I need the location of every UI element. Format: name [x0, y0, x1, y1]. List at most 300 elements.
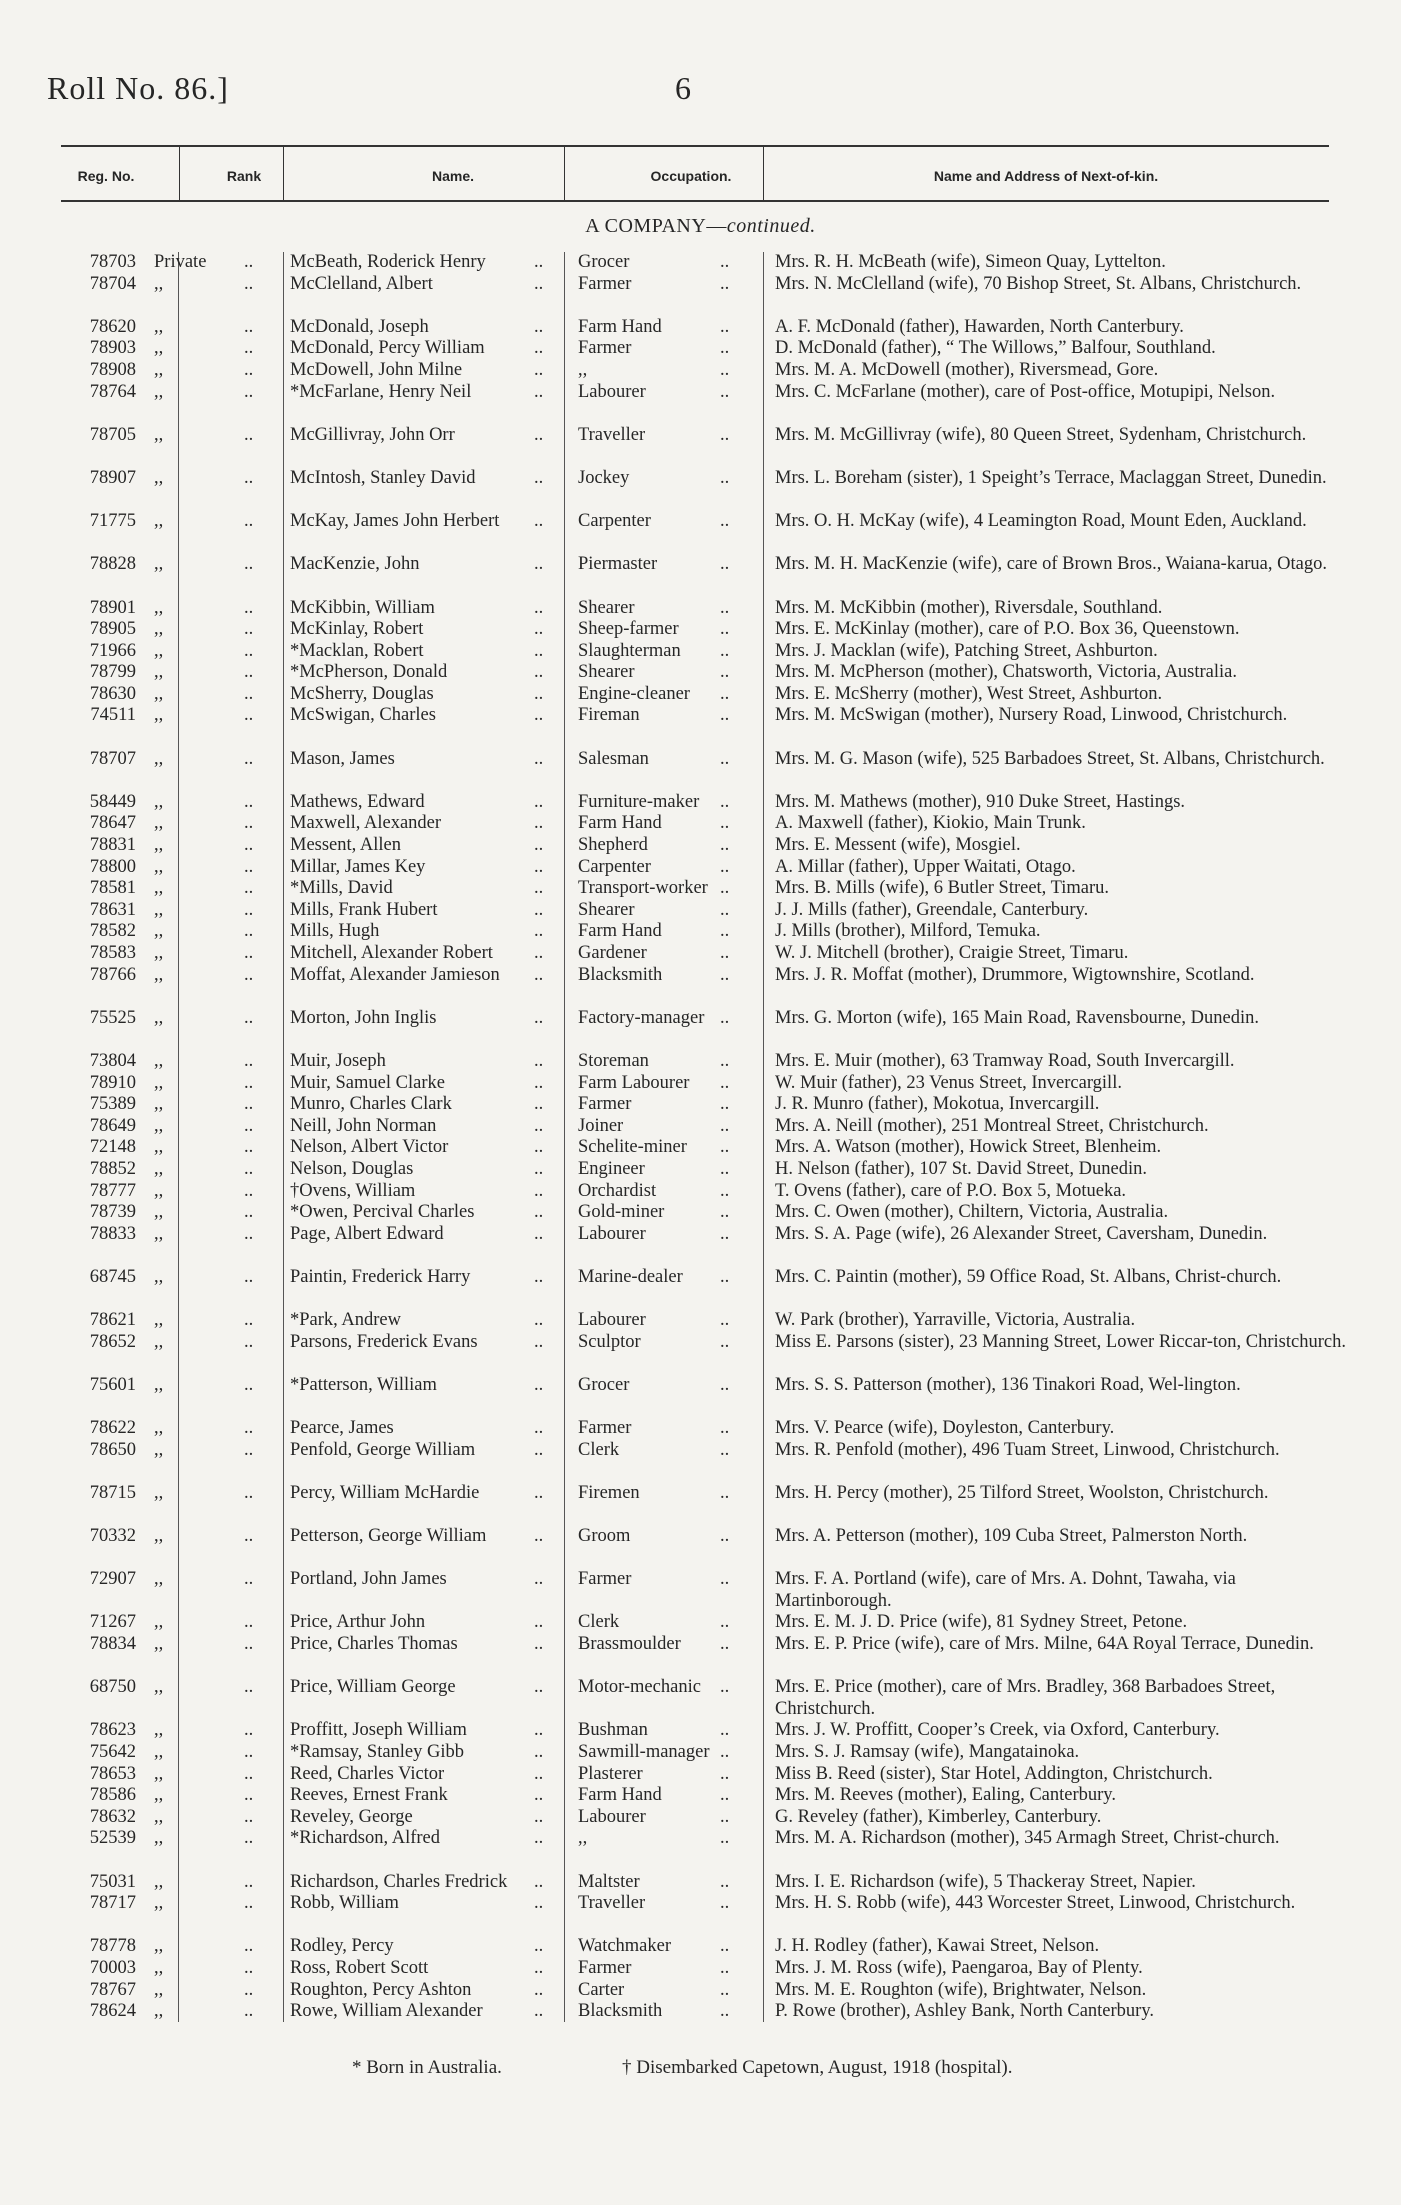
occupation-cell: Farmer: [578, 1418, 632, 1439]
reg-no-cell: 78903: [89, 338, 136, 359]
reg-no-cell: 78778: [89, 1936, 136, 1957]
leader-dots: ..: [534, 1137, 544, 1158]
leader-dots: ..: [720, 899, 730, 920]
reg-no-cell: 78623: [89, 1720, 136, 1741]
name-cell: *Owen, Percival Charles: [290, 1202, 475, 1223]
rank-cell: ,,: [154, 1331, 164, 1352]
leader-dots: ..: [534, 878, 544, 899]
rank-cell: ,,: [154, 1007, 164, 1028]
table-row: [0, 1440, 1401, 1483]
next-of-kin-cell: Mrs. L. Boreham (sister), 1 Speight’s Terrace, Maclaggan Street, Dunedin.: [775, 467, 1327, 488]
leader-dots: ..: [720, 1137, 730, 1158]
footnote-born-australia: * Born in Australia.: [352, 2057, 502, 2078]
rank-cell: ,,: [154, 856, 164, 877]
reg-no-cell: 78620: [89, 316, 136, 337]
leader-dots: ..: [244, 554, 254, 575]
leader-dots: ..: [534, 273, 544, 294]
name-cell: *Patterson, William: [290, 1374, 437, 1395]
leader-dots: ..: [534, 381, 544, 402]
footnote-disembarked: † Disembarked Capetown, August, 1918 (hospital).: [622, 2057, 1013, 2078]
table-row: [0, 1051, 1401, 1073]
leader-dots: ..: [720, 705, 730, 726]
table-row: [0, 857, 1401, 879]
rank-cell: ,,: [154, 705, 164, 726]
next-of-kin-cell: Mrs. G. Morton (wife), 165 Main Road, Ravensbourne, Dunedin.: [775, 1007, 1260, 1028]
next-of-kin-cell: Mrs. M. E. Roughton (wife), Brightwater, Nelson.: [775, 1979, 1147, 2000]
reg-no-cell: 78632: [89, 1806, 136, 1827]
leader-dots: ..: [244, 597, 254, 618]
table-row: [0, 1418, 1401, 1440]
leader-dots: ..: [720, 964, 730, 985]
col-header-rank: Rank: [226, 168, 262, 184]
rank-cell: ,,: [154, 1072, 164, 1093]
leader-dots: ..: [244, 1137, 254, 1158]
leader-dots: ..: [244, 683, 254, 704]
reg-no-cell: 78910: [89, 1072, 136, 1093]
leader-dots: ..: [534, 467, 544, 488]
table-row: [0, 1526, 1401, 1569]
col-header-name: Name.: [431, 168, 475, 184]
leader-dots: ..: [244, 1439, 254, 1460]
leader-dots: ..: [720, 338, 730, 359]
next-of-kin-cell: Mrs. V. Pearce (wife), Doyleston, Canterbury.: [775, 1418, 1115, 1439]
reg-no-cell: 75642: [89, 1741, 136, 1762]
name-cell: Mills, Hugh: [290, 921, 380, 942]
leader-dots: ..: [720, 1266, 730, 1287]
occupation-cell: Firemen: [578, 1482, 640, 1503]
leader-dots: ..: [244, 424, 254, 445]
next-of-kin-cell: Mrs. M. McKibbin (mother), Riversdale, Southland.: [775, 597, 1163, 618]
occupation-cell: Transport-worker: [578, 878, 708, 899]
reg-no-cell: 75389: [89, 1094, 136, 1115]
table-row: [0, 965, 1401, 1008]
name-cell: Parsons, Frederick Evans: [290, 1331, 478, 1352]
leader-dots: ..: [534, 1180, 544, 1201]
rank-cell: ,,: [154, 338, 164, 359]
table-row: [0, 1483, 1401, 1526]
leader-dots: ..: [244, 1482, 254, 1503]
name-cell: McDowell, John Milne: [290, 359, 463, 380]
reg-no-cell: 78631: [89, 899, 136, 920]
table-row: [0, 1958, 1401, 1980]
occupation-cell: Shepherd: [578, 835, 648, 856]
leader-dots: ..: [534, 791, 544, 812]
leader-dots: ..: [534, 359, 544, 380]
table-row: [0, 1202, 1401, 1224]
next-of-kin-cell: Mrs. H. Percy (mother), 25 Tilford Street, Woolston, Christchurch.: [775, 1482, 1269, 1503]
rank-cell: ,,: [154, 791, 164, 812]
next-of-kin-cell: J. H. Rodley (father), Kawai Street, Nelson.: [775, 1936, 1100, 1957]
occupation-cell: Brassmoulder: [578, 1634, 681, 1654]
leader-dots: ..: [720, 813, 730, 834]
name-cell: Millar, James Key: [290, 856, 426, 877]
leader-dots: ..: [534, 835, 544, 856]
leader-dots: ..: [244, 1828, 254, 1849]
next-of-kin-cell: Mrs. C. Paintin (mother), 59 Office Road, St. Albans, Christ-church.: [775, 1266, 1282, 1287]
table-row: [0, 1893, 1401, 1936]
leader-dots: ..: [244, 1266, 254, 1287]
occupation-cell: Farm Hand: [578, 1785, 662, 1806]
name-cell: *Richardson, Alfred: [290, 1828, 441, 1849]
next-of-kin-cell: D. McDonald (father), “ The Willows,” Balfour, Southland.: [775, 338, 1216, 359]
leader-dots: ..: [720, 943, 730, 963]
reg-no-cell: 78831: [89, 835, 136, 856]
reg-no-cell: 78705: [89, 424, 136, 445]
name-cell: Reeves, Ernest Frank: [290, 1785, 448, 1806]
reg-no-cell: 75525: [89, 1007, 136, 1028]
rank-cell: ,,: [154, 835, 164, 856]
table-row: [0, 1634, 1401, 1677]
next-of-kin-cell: Mrs. B. Mills (wife), 6 Butler Street, Timaru.: [775, 878, 1110, 899]
leader-dots: ..: [720, 511, 730, 532]
next-of-kin-cell: Mrs. E. McKinlay (mother), care of P.O. Box 36, Queenstown.: [775, 619, 1240, 640]
section-title-continued: continued.: [726, 215, 816, 237]
col-header-occupation: Occupation.: [650, 168, 732, 184]
occupation-cell: Labourer: [578, 1310, 646, 1331]
name-cell: Munro, Charles Clark: [290, 1094, 452, 1115]
table-row: [0, 943, 1401, 965]
rank-cell: ,,: [154, 683, 164, 704]
table-row: [0, 813, 1401, 835]
rank-cell: ,,: [154, 1094, 164, 1115]
reg-no-cell: 78828: [89, 554, 136, 575]
leader-dots: ..: [534, 1374, 544, 1395]
table-row: [0, 1569, 1401, 1612]
name-cell: Reveley, George: [290, 1806, 413, 1827]
leader-dots: ..: [534, 899, 544, 920]
name-cell: Mathews, Edward: [290, 791, 425, 812]
table-row: [0, 1785, 1401, 1807]
name-cell: McKibbin, William: [290, 597, 435, 618]
leader-dots: ..: [244, 813, 254, 834]
occupation-cell: Salesman: [578, 748, 649, 769]
leader-dots: ..: [720, 856, 730, 877]
occupation-cell: Shearer: [578, 899, 635, 920]
reg-no-cell: 78707: [89, 748, 136, 769]
rank-cell: ,,: [154, 1763, 164, 1784]
leader-dots: ..: [244, 338, 254, 359]
leader-dots: ..: [534, 597, 544, 618]
page-header: [47, 70, 1337, 110]
occupation-cell: Fireman: [578, 705, 640, 726]
next-of-kin-cell: Mrs. M. A. McDowell (mother), Riversmead, Gore.: [775, 359, 1159, 380]
reg-no-cell: 78908: [89, 359, 136, 380]
occupation-cell: Engine-cleaner: [578, 683, 690, 704]
next-of-kin-cell: Mrs. M. G. Mason (wife), 525 Barbadoes Street, St. Albans, Christchurch.: [775, 748, 1325, 769]
rank-cell: ,,: [154, 921, 164, 942]
table-row: [0, 252, 1401, 274]
name-cell: *Macklan, Robert: [290, 640, 424, 661]
name-cell: Price, Charles Thomas: [290, 1634, 458, 1654]
table-row: [0, 511, 1401, 554]
rank-cell: ,,: [154, 1158, 164, 1179]
table-row: [0, 1310, 1401, 1332]
leader-dots: ..: [720, 359, 730, 380]
next-of-kin-cell: W. J. Mitchell (brother), Craigie Street, Timaru.: [775, 943, 1129, 963]
leader-dots: ..: [244, 1310, 254, 1331]
occupation-cell: Carpenter: [578, 511, 651, 532]
leader-dots: ..: [534, 1634, 544, 1654]
next-of-kin-cell: T. Ovens (father), care of P.O. Box 5, Motueka.: [775, 1180, 1127, 1201]
reg-no-cell: 78764: [89, 381, 136, 402]
reg-no-cell: 78901: [89, 597, 136, 618]
leader-dots: ..: [244, 640, 254, 661]
next-of-kin-cell: A. Millar (father), Upper Waitati, Otago.: [775, 856, 1076, 877]
table-row: [0, 1073, 1401, 1095]
rank-cell: ,,: [154, 899, 164, 920]
leader-dots: ..: [534, 1266, 544, 1287]
rank-cell: ,,: [154, 1418, 164, 1439]
next-of-kin-cell: Miss E. Parsons (sister), 23 Manning Street, Lower Riccar-ton, Christchurch.: [775, 1331, 1346, 1352]
col-header-next-of-kin: Name and Address of Next-of-kin.: [933, 168, 1159, 184]
next-of-kin-cell: Mrs. E. Messent (wife), Mosgiel.: [775, 835, 1021, 856]
leader-dots: ..: [534, 1612, 544, 1633]
leader-dots: ..: [534, 1094, 544, 1115]
occupation-cell: Farm Hand: [578, 316, 662, 337]
leader-dots: ..: [720, 791, 730, 812]
leader-dots: ..: [720, 1741, 730, 1762]
leader-dots: ..: [244, 1331, 254, 1352]
leader-dots: ..: [720, 1072, 730, 1093]
occupation-cell: Blacksmith: [578, 2001, 663, 2022]
occupation-cell: Grocer: [578, 1374, 630, 1395]
leader-dots: ..: [244, 1806, 254, 1827]
rank-cell: ,,: [154, 1806, 164, 1827]
table-row: [0, 835, 1401, 857]
reg-no-cell: 78622: [89, 1418, 136, 1439]
table-row: [0, 1181, 1401, 1203]
reg-no-cell: 78704: [89, 273, 136, 294]
name-cell: McGillivray, John Orr: [290, 424, 455, 445]
occupation-cell: Carpenter: [578, 856, 651, 877]
name-cell: Petterson, George William: [290, 1526, 487, 1547]
occupation-cell: Carter: [578, 1979, 625, 2000]
reg-no-cell: 78739: [89, 1202, 136, 1223]
rank-cell: ,,: [154, 964, 164, 985]
rank-cell: ,,: [154, 1828, 164, 1849]
table-row: [0, 1612, 1401, 1634]
name-cell: Mason, James: [290, 748, 395, 769]
name-cell: Maxwell, Alexander: [290, 813, 442, 834]
table-row: [0, 921, 1401, 943]
name-cell: *McFarlane, Henry Neil: [290, 381, 472, 402]
reg-no-cell: 70003: [89, 1957, 136, 1978]
reg-no-cell: 52539: [89, 1828, 136, 1849]
name-cell: *Mills, David: [290, 878, 393, 899]
leader-dots: ..: [244, 878, 254, 899]
table-row: [0, 1828, 1401, 1871]
occupation-cell: Clerk: [578, 1439, 620, 1460]
leader-dots: ..: [720, 316, 730, 337]
occupation-cell: ,,: [578, 359, 588, 380]
leader-dots: ..: [244, 964, 254, 985]
leader-dots: ..: [534, 1158, 544, 1179]
rank-cell: ,,: [154, 381, 164, 402]
next-of-kin-cell: Mrs. J. Macklan (wife), Patching Street, Ashburton.: [775, 640, 1158, 661]
occupation-cell: Labourer: [578, 1223, 646, 1244]
section-title: A COMPANY—: [585, 215, 727, 237]
next-of-kin-cell: Mrs. A. Neill (mother), 251 Montreal Street, Christchurch.: [775, 1115, 1209, 1136]
leader-dots: ..: [534, 1526, 544, 1547]
occupation-cell: Storeman: [578, 1050, 649, 1071]
occupation-cell: Farm Hand: [578, 921, 662, 942]
rank-cell: ,,: [154, 1893, 164, 1914]
occupation-cell: Labourer: [578, 381, 646, 402]
table-row: [0, 1807, 1401, 1829]
leader-dots: ..: [244, 943, 254, 963]
leader-dots: ..: [534, 1007, 544, 1028]
occupation-cell: Sculptor: [578, 1331, 641, 1352]
leader-dots: ..: [534, 1418, 544, 1439]
leader-dots: ..: [244, 1936, 254, 1957]
name-cell: Nelson, Albert Victor: [290, 1137, 449, 1158]
leader-dots: ..: [720, 273, 730, 294]
table-row: [0, 338, 1401, 360]
name-cell: Proffitt, Joseph William: [290, 1720, 467, 1741]
leader-dots: ..: [720, 1050, 730, 1071]
occupation-cell: Gold-miner: [578, 1202, 665, 1223]
reg-no-cell: 71267: [89, 1612, 136, 1633]
leader-dots: ..: [534, 705, 544, 726]
name-cell: McSherry, Douglas: [290, 683, 434, 704]
occupation-cell: Sheep-farmer: [578, 619, 679, 640]
table-row: [0, 705, 1401, 748]
rank-cell: ,,: [154, 1115, 164, 1136]
leader-dots: ..: [720, 1180, 730, 1201]
rank-cell: ,,: [154, 1050, 164, 1071]
leader-dots: ..: [534, 554, 544, 575]
rank-cell: ,,: [154, 640, 164, 661]
occupation-cell: Maltster: [578, 1871, 640, 1892]
table-row: [0, 468, 1401, 511]
leader-dots: ..: [534, 1115, 544, 1136]
next-of-kin-cell: Mrs. A. Petterson (mother), 109 Cuba Street, Palmerston North.: [775, 1526, 1248, 1547]
next-of-kin-cell: Mrs. M. McPherson (mother), Chatsworth, Victoria, Australia.: [775, 662, 1238, 683]
table-row: [0, 1332, 1401, 1375]
name-cell: McKay, James John Herbert: [290, 511, 500, 532]
leader-dots: ..: [720, 921, 730, 942]
next-of-kin-cell: W. Muir (father), 23 Venus Street, Invercargill.: [775, 1072, 1122, 1093]
leader-dots: ..: [534, 252, 544, 272]
reg-no-cell: 72148: [89, 1137, 136, 1158]
leader-dots: ..: [244, 1418, 254, 1439]
leader-dots: ..: [534, 1720, 544, 1741]
reg-no-cell: 78834: [89, 1634, 136, 1654]
name-cell: *Park, Andrew: [290, 1310, 401, 1331]
next-of-kin-cell: Mrs. E. P. Price (wife), care of Mrs. Milne, 64A Royal Terrace, Dunedin.: [775, 1634, 1314, 1654]
leader-dots: ..: [534, 1806, 544, 1827]
name-cell: Messent, Allen: [290, 835, 401, 856]
leader-dots: ..: [534, 2001, 544, 2022]
next-of-kin-cell: Mrs. C. Owen (mother), Chiltern, Victoria, Australia.: [775, 1202, 1169, 1223]
next-of-kin-cell: Mrs. E. M. J. D. Price (wife), 81 Sydney Street, Petone.: [775, 1612, 1188, 1633]
reg-no-cell: 74511: [90, 705, 136, 726]
name-cell: Reed, Charles Victor: [290, 1763, 445, 1784]
leader-dots: ..: [534, 943, 544, 963]
table-row: [0, 1742, 1401, 1764]
leader-dots: ..: [720, 381, 730, 402]
reg-no-cell: 70332: [89, 1526, 136, 1547]
leader-dots: ..: [244, 1115, 254, 1136]
leader-dots: ..: [534, 1785, 544, 1806]
name-cell: McClelland, Albert: [290, 273, 433, 294]
reg-no-cell: 78800: [89, 856, 136, 877]
leader-dots: ..: [534, 316, 544, 337]
occupation-cell: Gardener: [578, 943, 647, 963]
next-of-kin-cell: Mrs. J. R. Moffat (mother), Drummore, Wigtownshire, Scotland.: [775, 964, 1255, 985]
name-cell: Price, William George: [290, 1677, 456, 1698]
next-of-kin-cell: Mrs. M. H. MacKenzie (wife), care of Brown Bros., Waiana-karua, Otago.: [775, 554, 1327, 575]
name-cell: MacKenzie, John: [290, 554, 420, 575]
rank-cell: ,,: [154, 1936, 164, 1957]
occupation-cell: Labourer: [578, 1806, 646, 1827]
rank-cell: ,,: [154, 1310, 164, 1331]
rank-cell: ,,: [154, 813, 164, 834]
reg-no-cell: 72907: [89, 1569, 136, 1590]
occupation-cell: Schelite-miner: [578, 1137, 687, 1158]
reg-no-cell: 78833: [89, 1223, 136, 1244]
leader-dots: ..: [244, 1979, 254, 2000]
rank-cell: ,,: [154, 467, 164, 488]
rank-cell: ,,: [154, 1266, 164, 1287]
leader-dots: ..: [244, 1612, 254, 1633]
occupation-cell: Motor-mechanic: [578, 1677, 701, 1698]
table-row: [0, 641, 1401, 663]
rank-cell: ,,: [154, 748, 164, 769]
leader-dots: ..: [720, 1763, 730, 1784]
leader-dots: ..: [244, 856, 254, 877]
table-row: [0, 900, 1401, 922]
name-cell: Price, Arthur John: [290, 1612, 426, 1633]
table-row: [0, 274, 1401, 317]
leader-dots: ..: [244, 359, 254, 380]
table-row: [0, 425, 1401, 468]
leader-dots: ..: [534, 1223, 544, 1244]
occupation-cell: Traveller: [578, 424, 646, 445]
leader-dots: ..: [720, 1569, 730, 1590]
table-row: [0, 2001, 1401, 2023]
leader-dots: ..: [244, 1720, 254, 1741]
leader-dots: ..: [720, 1007, 730, 1028]
leader-dots: ..: [534, 1763, 544, 1784]
next-of-kin-cell: Mrs. M. Reeves (mother), Ealing, Canterbury.: [775, 1785, 1116, 1806]
rank-cell: ,,: [154, 1482, 164, 1503]
name-cell: Robb, William: [290, 1893, 399, 1914]
occupation-cell: Traveller: [578, 1893, 646, 1914]
reg-no-cell: 78624: [89, 2001, 136, 2022]
leader-dots: ..: [244, 619, 254, 640]
leader-dots: ..: [720, 597, 730, 618]
name-cell: Rodley, Percy: [290, 1936, 394, 1957]
leader-dots: ..: [720, 1957, 730, 1978]
leader-dots: ..: [720, 1094, 730, 1115]
occupation-cell: Piermaster: [578, 554, 658, 575]
reg-no-cell: 78766: [89, 964, 136, 985]
leader-dots: ..: [720, 640, 730, 661]
occupation-cell: Farm Labourer: [578, 1072, 690, 1093]
occupation-cell: Furniture-maker: [578, 791, 700, 812]
leader-dots: ..: [244, 1202, 254, 1223]
leader-dots: ..: [534, 921, 544, 942]
name-cell: Moffat, Alexander Jamieson: [290, 964, 500, 985]
leader-dots: ..: [534, 511, 544, 532]
name-cell: McKinlay, Robert: [290, 619, 424, 640]
rank-cell: ,,: [154, 1720, 164, 1741]
roll-title: Roll No. 86.]: [47, 70, 229, 106]
table-row: [0, 878, 1401, 900]
rank-cell: ,,: [154, 1180, 164, 1201]
occupation-cell: Groom: [578, 1526, 631, 1547]
